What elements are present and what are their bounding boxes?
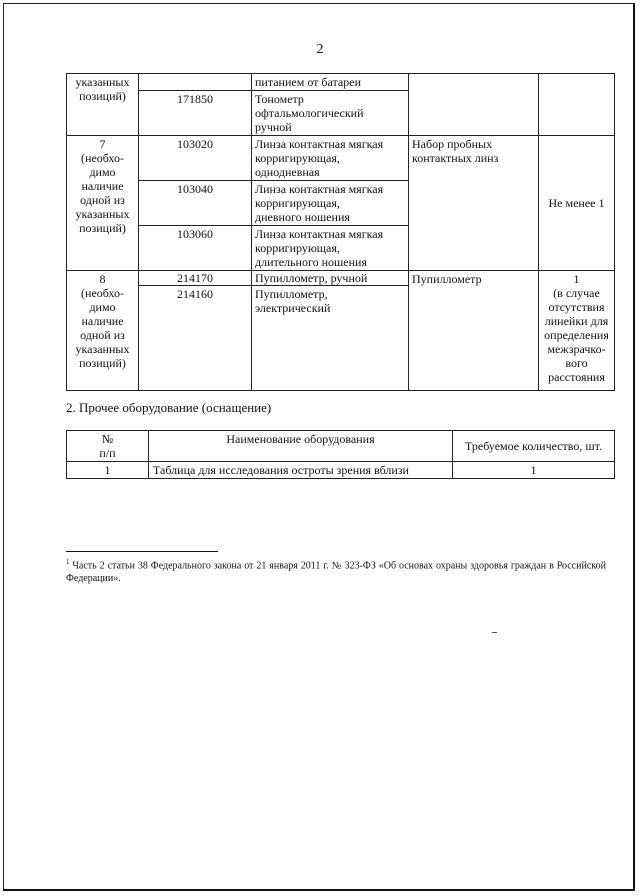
name-cell: Линза контактная мягкая корригирующая, длительного ношения — [252, 226, 409, 271]
table-row — [67, 136, 615, 181]
position-cell: 8 (необхо- димо наличие одной из указанных позиций) — [67, 271, 139, 391]
code-cell: 103060 — [139, 226, 252, 271]
table-header-row — [67, 431, 615, 462]
column-header-quantity: Требуемое количество, шт. — [453, 431, 615, 462]
number-cell: 1 — [67, 462, 149, 479]
name-cell: Таблица для исследования остроты зрения вблизи — [149, 462, 453, 479]
name-cell: Линза контактная мягкая корригирующая, однодневная — [252, 136, 409, 181]
equipment-table — [66, 73, 615, 391]
scan-mark — [492, 632, 497, 633]
quantity-cell: 1 — [453, 462, 615, 479]
table-row — [67, 74, 615, 91]
name-cell: Тонометр офтальмологический ручной — [252, 91, 409, 136]
position-cell: 7 (необхо- димо наличие одной из указанных позиций) — [67, 136, 139, 271]
quantity-cell: 1 (в случае отсутствия линейки для определения межзрачко- вого расстояния — [539, 271, 615, 391]
quantity-cell — [539, 74, 615, 136]
code-cell: 103040 — [139, 181, 252, 226]
column-header-name: Наименование оборудования — [149, 431, 453, 462]
code-cell: 103020 — [139, 136, 252, 181]
section-title: 2. Прочее оборудование (оснащение) — [66, 400, 272, 415]
code-cell: 214160 — [139, 286, 252, 391]
item-name-cell: Пупиллометр — [409, 271, 539, 391]
table-row — [67, 462, 615, 479]
other-equipment-table — [66, 430, 615, 479]
name-cell: питанием от батареи — [252, 74, 409, 91]
footnote-divider — [66, 551, 218, 552]
item-name-cell — [409, 74, 539, 136]
name-cell: Линза контактная мягкая корригирующая, дневного ношения — [252, 181, 409, 226]
footnote — [66, 556, 606, 585]
code-cell: 171850 — [139, 91, 252, 136]
name-cell: Пупиллометр, электрический — [252, 286, 409, 391]
table-row — [67, 271, 615, 286]
position-cell: указанных позиций) — [67, 74, 139, 136]
footnote-text: Часть 2 статьи 38 Федерального закона от 21 января 2011 г. № 323-ФЗ «Об основах охраны здоровья граждан в Российской Федерации». — [66, 560, 606, 585]
page-number: 2 — [316, 42, 324, 57]
name-cell: Пупиллометр, ручной — [252, 271, 409, 286]
item-name-cell: Набор пробных контактных линз — [409, 136, 539, 271]
footnote-marker: 1 — [66, 558, 70, 566]
column-header-number: № п/п — [67, 431, 149, 462]
quantity-cell: Не менее 1 — [539, 136, 615, 271]
code-cell — [139, 74, 252, 91]
code-cell: 214170 — [139, 271, 252, 286]
